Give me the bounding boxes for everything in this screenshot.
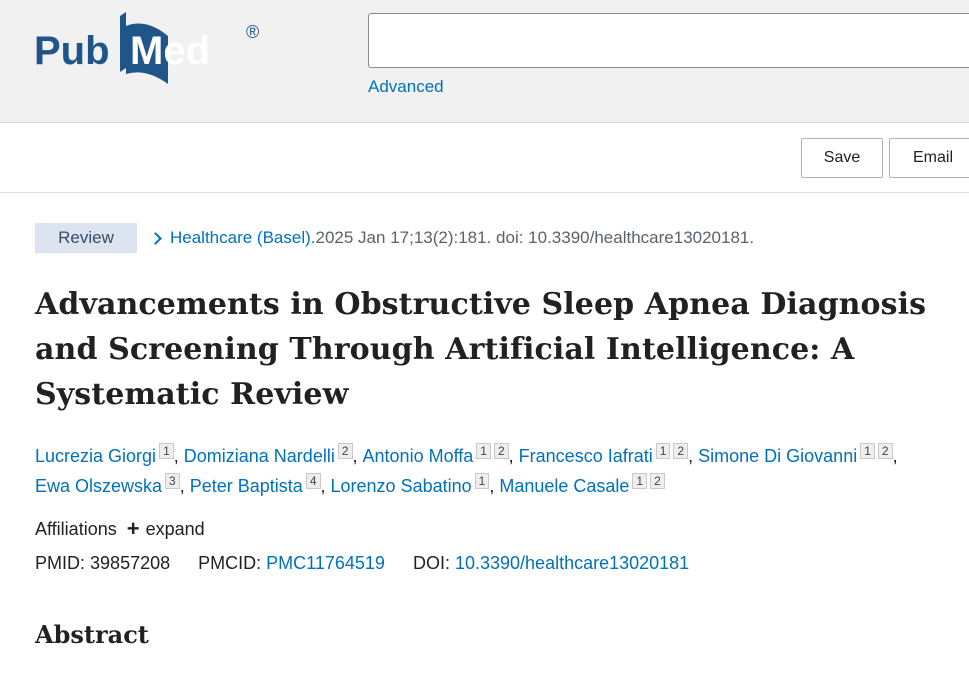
article-title: Advancements in Obstructive Sleep Apnea Diagnosis and Screening Through Artificial Intelligence: A Systematic Review bbox=[35, 287, 927, 412]
affiliation-number[interactable]: 4 bbox=[306, 473, 321, 489]
citation-details: 2025 Jan 17;13(2):181. doi: 10.3390/healthcare13020181. bbox=[315, 228, 755, 247]
affiliations-row bbox=[35, 518, 205, 540]
author-link[interactable]: Lucrezia Giorgi bbox=[35, 446, 157, 466]
abstract-heading: Abstract bbox=[35, 620, 149, 649]
logo-med-text: Med bbox=[130, 29, 210, 73]
affiliation-number[interactable]: 1 bbox=[476, 443, 491, 459]
doi-link[interactable]: 10.3390/healthcare13020181 bbox=[454, 553, 690, 573]
authors-list bbox=[35, 441, 965, 501]
affiliation-number[interactable]: 1 bbox=[632, 473, 647, 489]
affiliation-number[interactable]: 1 bbox=[475, 473, 490, 489]
affiliation-number[interactable]: 2 bbox=[673, 443, 688, 459]
site-header bbox=[0, 0, 969, 123]
author-entry: Lucrezia Giorgi 1 , bbox=[35, 444, 184, 466]
author-entry: Antonio Moffa 1 2 , bbox=[362, 444, 519, 466]
author-link[interactable]: Ewa Olszewska bbox=[35, 476, 163, 496]
affiliation-number[interactable]: 3 bbox=[165, 473, 180, 489]
pmcid-link[interactable]: PMC11764519 bbox=[266, 553, 385, 573]
affiliation-number[interactable]: 2 bbox=[878, 443, 893, 459]
author-entry: Domiziana Nardelli 2 , bbox=[183, 444, 363, 466]
doi-label: DOI: bbox=[412, 553, 450, 573]
author-entry bbox=[499, 476, 664, 496]
registered-mark: ® bbox=[246, 22, 260, 42]
citation-line bbox=[35, 223, 754, 253]
plus-icon: + bbox=[126, 516, 140, 541]
author-link[interactable]: Francesco Iafrati bbox=[518, 446, 653, 466]
affiliation-number[interactable]: 1 bbox=[860, 443, 875, 459]
affiliation-number[interactable]: 2 bbox=[338, 443, 353, 459]
expand-affiliations-button[interactable] bbox=[127, 518, 205, 540]
affiliation-number[interactable]: 2 bbox=[494, 443, 509, 459]
affiliations-label: Affiliations bbox=[35, 518, 117, 539]
pubmed-logo[interactable] bbox=[34, 12, 274, 86]
advanced-search-link[interactable]: Advanced bbox=[368, 77, 444, 96]
logo-pub-text: Pub bbox=[34, 29, 110, 73]
affiliation-number[interactable]: 1 bbox=[159, 443, 174, 459]
author-link[interactable]: Peter Baptista bbox=[189, 476, 303, 496]
action-bar bbox=[0, 123, 969, 193]
author-entry: Ewa Olszewska 3 , bbox=[35, 474, 190, 496]
author-entry: Lorenzo Sabatino 1 , bbox=[330, 474, 500, 496]
article-identifiers bbox=[35, 553, 689, 574]
email-button[interactable]: Email bbox=[889, 138, 969, 178]
expand-label: expand bbox=[145, 518, 205, 539]
chevron-right-icon bbox=[149, 232, 162, 245]
author-link[interactable]: Manuele Casale bbox=[499, 476, 630, 496]
affiliation-number[interactable]: 2 bbox=[650, 473, 665, 489]
author-link[interactable]: Domiziana Nardelli bbox=[183, 446, 335, 466]
article-type-badge: Review bbox=[35, 223, 137, 253]
author-entry: Francesco Iafrati 1 2 , bbox=[518, 444, 699, 466]
author-entry: Simone Di Giovanni 1 2 , bbox=[698, 444, 898, 466]
pmid-label: PMID: bbox=[35, 553, 86, 573]
journal-link[interactable]: Healthcare (Basel). bbox=[170, 228, 316, 247]
author-entry: Peter Baptista 4 , bbox=[189, 474, 331, 496]
search-input[interactable] bbox=[368, 13, 969, 68]
author-link[interactable]: Antonio Moffa bbox=[362, 446, 474, 466]
pmcid-label: PMCID: bbox=[198, 553, 262, 573]
pmid-value: 39857208 bbox=[90, 553, 171, 573]
save-button[interactable]: Save bbox=[801, 138, 883, 178]
affiliation-number[interactable]: 1 bbox=[656, 443, 671, 459]
author-link[interactable]: Lorenzo Sabatino bbox=[330, 476, 472, 496]
author-link[interactable]: Simone Di Giovanni bbox=[698, 446, 858, 466]
